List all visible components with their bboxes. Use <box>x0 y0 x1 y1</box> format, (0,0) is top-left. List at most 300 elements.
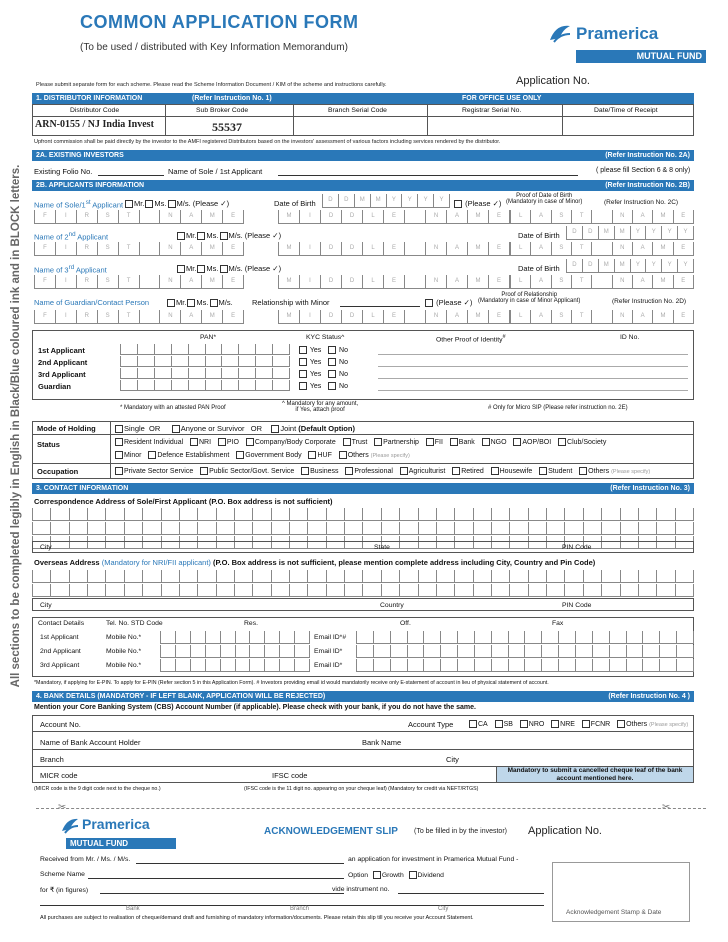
char-cell[interactable] <box>307 570 325 583</box>
mobile-cell[interactable] <box>294 645 310 658</box>
mr-checkbox-2[interactable] <box>177 232 185 240</box>
pan-cell[interactable] <box>154 356 171 367</box>
pan-cell[interactable] <box>272 344 290 355</box>
char-cell[interactable] <box>473 570 491 583</box>
char-cell[interactable] <box>454 522 472 535</box>
char-cell[interactable] <box>583 508 601 521</box>
email-cell[interactable] <box>457 631 474 644</box>
char-cell[interactable] <box>564 508 582 521</box>
char-cell[interactable] <box>326 522 344 535</box>
option-checkbox[interactable] <box>301 467 309 475</box>
char-cell[interactable] <box>399 522 417 535</box>
mobile-cell[interactable] <box>294 631 310 644</box>
name-middle-2[interactable] <box>278 242 510 256</box>
mobile-cell[interactable] <box>175 659 190 672</box>
mss-checkbox-g[interactable] <box>210 299 218 307</box>
letter-cell[interactable]: S <box>97 210 118 224</box>
letter-cell[interactable]: E <box>488 275 510 289</box>
option-checkbox[interactable] <box>236 451 244 459</box>
letter-cell[interactable]: E <box>488 310 510 324</box>
option-checkbox[interactable] <box>491 467 499 475</box>
char-cell[interactable] <box>638 522 656 535</box>
email-cell[interactable] <box>541 659 558 672</box>
letter-cell[interactable]: Y <box>661 259 677 273</box>
pan-cell[interactable] <box>188 344 205 355</box>
char-cell[interactable] <box>234 584 252 597</box>
letter-cell[interactable] <box>139 310 160 324</box>
letter-cell[interactable]: Y <box>630 226 646 240</box>
letter-cell[interactable]: D <box>566 259 582 273</box>
char-cell[interactable] <box>399 570 417 583</box>
email-cell[interactable] <box>407 645 424 658</box>
letter-cell[interactable]: S <box>97 242 118 256</box>
letter-cell[interactable]: F <box>34 275 55 289</box>
mobile-cell[interactable] <box>235 631 250 644</box>
letter-cell[interactable]: T <box>571 242 591 256</box>
mobile-cell[interactable] <box>190 659 205 672</box>
kyc-yes-checkbox[interactable] <box>299 346 307 354</box>
pan-cell[interactable] <box>272 356 290 367</box>
letter-cell[interactable]: M <box>278 210 299 224</box>
letter-cell[interactable]: M <box>278 242 299 256</box>
char-cell[interactable] <box>179 584 197 597</box>
char-cell[interactable] <box>473 584 491 597</box>
letter-cell[interactable]: Y <box>645 226 661 240</box>
email-cell[interactable] <box>407 631 424 644</box>
char-cell[interactable] <box>418 570 436 583</box>
pan-cell[interactable] <box>205 344 222 355</box>
letter-cell[interactable]: D <box>582 259 598 273</box>
letter-cell[interactable]: N <box>612 242 632 256</box>
mobile-cell[interactable] <box>160 659 175 672</box>
letter-cell[interactable]: N <box>159 210 180 224</box>
email-cell[interactable] <box>609 631 626 644</box>
mobile-cell[interactable] <box>279 659 294 672</box>
pan-cell[interactable] <box>221 356 238 367</box>
pan-cell[interactable] <box>188 368 205 379</box>
email-cell[interactable] <box>642 631 659 644</box>
letter-cell[interactable]: T <box>571 275 591 289</box>
char-cell[interactable] <box>197 570 215 583</box>
email-cell[interactable] <box>491 645 508 658</box>
letter-cell[interactable]: N <box>159 310 180 324</box>
char-cell[interactable] <box>50 570 68 583</box>
option-checkbox[interactable] <box>218 438 226 446</box>
letter-cell[interactable]: D <box>338 194 354 208</box>
char-cell[interactable] <box>289 522 307 535</box>
single-checkbox[interactable] <box>115 425 123 433</box>
letter-cell[interactable] <box>139 210 160 224</box>
name-last-g[interactable] <box>510 310 694 324</box>
char-cell[interactable] <box>234 522 252 535</box>
proof-dob-checkbox[interactable] <box>454 200 462 208</box>
name-first-3[interactable] <box>34 275 244 289</box>
email-cell[interactable] <box>457 659 474 672</box>
char-cell[interactable] <box>326 508 344 521</box>
pan-cell[interactable] <box>171 344 188 355</box>
char-cell[interactable] <box>362 508 380 521</box>
email-cell[interactable] <box>491 659 508 672</box>
dob-grid-2[interactable] <box>566 226 694 240</box>
letter-cell[interactable]: A <box>632 242 652 256</box>
option-checkbox[interactable] <box>200 467 208 475</box>
char-cell[interactable] <box>436 584 454 597</box>
char-cell[interactable] <box>289 584 307 597</box>
char-cell[interactable] <box>326 584 344 597</box>
pan-cell[interactable] <box>120 368 137 379</box>
char-cell[interactable] <box>142 570 160 583</box>
char-cell[interactable] <box>197 584 215 597</box>
option-checkbox[interactable] <box>115 467 123 475</box>
email-cell[interactable] <box>642 645 659 658</box>
email-cell[interactable] <box>390 659 407 672</box>
letter-cell[interactable]: S <box>551 242 571 256</box>
letter-cell[interactable]: A <box>446 242 467 256</box>
char-cell[interactable] <box>344 508 362 521</box>
char-cell[interactable] <box>87 570 105 583</box>
option-checkbox[interactable] <box>482 438 490 446</box>
pan-cell[interactable] <box>137 380 154 391</box>
char-cell[interactable] <box>656 570 674 583</box>
letter-cell[interactable] <box>139 275 160 289</box>
letter-cell[interactable]: D <box>322 194 338 208</box>
letter-cell[interactable]: T <box>118 242 139 256</box>
char-cell[interactable] <box>418 522 436 535</box>
letter-cell[interactable]: Y <box>645 259 661 273</box>
pan-cell[interactable] <box>221 344 238 355</box>
letter-cell[interactable]: D <box>320 275 341 289</box>
letter-cell[interactable]: M <box>652 210 672 224</box>
char-cell[interactable] <box>381 570 399 583</box>
option-checkbox[interactable] <box>343 438 351 446</box>
char-cell[interactable] <box>216 522 234 535</box>
email-input[interactable] <box>356 631 694 644</box>
letter-cell[interactable] <box>404 275 425 289</box>
name-middle-g[interactable] <box>278 310 510 324</box>
pan-cell[interactable] <box>272 368 290 379</box>
kyc-no-checkbox[interactable] <box>328 358 336 366</box>
pan-cell[interactable] <box>205 368 222 379</box>
letter-cell[interactable] <box>404 242 425 256</box>
letter-cell[interactable]: L <box>510 275 530 289</box>
email-cell[interactable] <box>659 631 676 644</box>
email-cell[interactable] <box>558 659 575 672</box>
letter-cell[interactable]: A <box>530 210 550 224</box>
pan-cell[interactable] <box>255 344 272 355</box>
pan-cell[interactable] <box>120 344 137 355</box>
letter-cell[interactable]: T <box>118 310 139 324</box>
email-cell[interactable] <box>524 659 541 672</box>
option-checkbox[interactable] <box>148 451 156 459</box>
email-cell[interactable] <box>592 645 609 658</box>
pan-cell[interactable] <box>137 356 154 367</box>
option-checkbox[interactable] <box>617 720 625 728</box>
mobile-cell[interactable] <box>205 645 220 658</box>
char-cell[interactable] <box>271 570 289 583</box>
char-cell[interactable] <box>509 570 527 583</box>
option-checkbox[interactable] <box>190 438 198 446</box>
letter-cell[interactable] <box>591 210 611 224</box>
char-cell[interactable] <box>583 584 601 597</box>
option-checkbox[interactable] <box>246 438 254 446</box>
pan-cell[interactable] <box>238 344 255 355</box>
char-cell[interactable] <box>675 570 694 583</box>
letter-cell[interactable]: D <box>341 242 362 256</box>
letter-cell[interactable]: A <box>180 242 201 256</box>
mobile-input[interactable] <box>160 659 310 672</box>
char-cell[interactable] <box>344 522 362 535</box>
pan-input[interactable] <box>120 344 290 355</box>
email-cell[interactable] <box>558 631 575 644</box>
char-cell[interactable] <box>620 570 638 583</box>
letter-cell[interactable]: F <box>34 310 55 324</box>
mobile-cell[interactable] <box>175 631 190 644</box>
letter-cell[interactable]: L <box>362 210 383 224</box>
char-cell[interactable] <box>307 508 325 521</box>
char-cell[interactable] <box>142 508 160 521</box>
corr-address-line2[interactable] <box>32 522 694 535</box>
email-cell[interactable] <box>356 645 373 658</box>
char-cell[interactable] <box>124 522 142 535</box>
char-cell[interactable] <box>601 570 619 583</box>
letter-cell[interactable]: D <box>320 310 341 324</box>
letter-cell[interactable]: N <box>425 310 446 324</box>
letter-cell[interactable]: F <box>34 210 55 224</box>
letter-cell[interactable]: Y <box>677 259 694 273</box>
letter-cell[interactable]: M <box>467 275 488 289</box>
letter-cell[interactable]: A <box>180 210 201 224</box>
char-cell[interactable] <box>161 522 179 535</box>
kyc-no-checkbox[interactable] <box>328 346 336 354</box>
name-last-2[interactable] <box>510 242 694 256</box>
letter-cell[interactable]: M <box>201 310 222 324</box>
email-cell[interactable] <box>474 631 491 644</box>
pan-cell[interactable] <box>205 356 222 367</box>
ms-checkbox-2[interactable] <box>197 232 205 240</box>
char-cell[interactable] <box>32 584 50 597</box>
letter-cell[interactable]: E <box>383 210 404 224</box>
letter-cell[interactable] <box>591 310 611 324</box>
email-cell[interactable] <box>356 659 373 672</box>
letter-cell[interactable]: T <box>571 210 591 224</box>
letter-cell[interactable]: M <box>278 310 299 324</box>
option-checkbox[interactable] <box>579 467 587 475</box>
letter-cell[interactable] <box>139 242 160 256</box>
option-checkbox[interactable] <box>582 720 590 728</box>
email-cell[interactable] <box>626 645 643 658</box>
option-checkbox[interactable] <box>339 451 347 459</box>
char-cell[interactable] <box>271 522 289 535</box>
letter-cell[interactable]: R <box>76 242 97 256</box>
mobile-cell[interactable] <box>294 659 310 672</box>
letter-cell[interactable]: E <box>673 310 694 324</box>
char-cell[interactable] <box>473 508 491 521</box>
email-cell[interactable] <box>592 659 609 672</box>
char-cell[interactable] <box>124 570 142 583</box>
pan-cell[interactable] <box>137 344 154 355</box>
letter-cell[interactable]: I <box>299 275 320 289</box>
char-cell[interactable] <box>124 584 142 597</box>
pan-cell[interactable] <box>238 368 255 379</box>
email-cell[interactable] <box>440 631 457 644</box>
email-cell[interactable] <box>659 659 676 672</box>
char-cell[interactable] <box>252 570 270 583</box>
mobile-cell[interactable] <box>264 659 279 672</box>
char-cell[interactable] <box>583 522 601 535</box>
char-cell[interactable] <box>546 584 564 597</box>
option-checkbox[interactable] <box>452 467 460 475</box>
pan-cell[interactable] <box>238 380 255 391</box>
anyone-checkbox[interactable] <box>172 425 180 433</box>
char-cell[interactable] <box>252 522 270 535</box>
letter-cell[interactable]: S <box>97 310 118 324</box>
letter-cell[interactable]: D <box>320 242 341 256</box>
mobile-cell[interactable] <box>205 659 220 672</box>
char-cell[interactable] <box>216 508 234 521</box>
mobile-cell[interactable] <box>279 645 294 658</box>
char-cell[interactable] <box>344 584 362 597</box>
letter-cell[interactable]: E <box>383 275 404 289</box>
email-cell[interactable] <box>390 631 407 644</box>
pan-cell[interactable] <box>205 380 222 391</box>
char-cell[interactable] <box>87 584 105 597</box>
option-checkbox[interactable] <box>115 451 123 459</box>
letter-cell[interactable]: E <box>673 275 694 289</box>
pan-cell[interactable] <box>238 356 255 367</box>
letter-cell[interactable]: M <box>467 242 488 256</box>
mobile-cell[interactable] <box>264 631 279 644</box>
email-cell[interactable] <box>440 659 457 672</box>
char-cell[interactable] <box>307 584 325 597</box>
char-cell[interactable] <box>675 522 694 535</box>
mobile-cell[interactable] <box>264 645 279 658</box>
email-cell[interactable] <box>508 631 525 644</box>
letter-cell[interactable]: A <box>446 310 467 324</box>
char-cell[interactable] <box>105 584 123 597</box>
letter-cell[interactable]: I <box>55 242 76 256</box>
email-input[interactable] <box>356 659 694 672</box>
char-cell[interactable] <box>105 522 123 535</box>
letter-cell[interactable]: Y <box>661 226 677 240</box>
letter-cell[interactable]: L <box>362 310 383 324</box>
email-cell[interactable] <box>676 631 694 644</box>
letter-cell[interactable]: S <box>551 310 571 324</box>
char-cell[interactable] <box>601 508 619 521</box>
corr-address-line1[interactable] <box>32 508 694 521</box>
char-cell[interactable] <box>216 584 234 597</box>
email-cell[interactable] <box>423 645 440 658</box>
kyc-no-checkbox[interactable] <box>328 370 336 378</box>
char-cell[interactable] <box>234 570 252 583</box>
dividend-checkbox[interactable] <box>409 871 417 879</box>
letter-cell[interactable]: I <box>299 242 320 256</box>
char-cell[interactable] <box>271 584 289 597</box>
letter-cell[interactable]: I <box>299 210 320 224</box>
letter-cell[interactable]: N <box>159 242 180 256</box>
pan-cell[interactable] <box>154 368 171 379</box>
email-cell[interactable] <box>508 645 525 658</box>
email-cell[interactable] <box>474 659 491 672</box>
letter-cell[interactable]: A <box>180 275 201 289</box>
char-cell[interactable] <box>473 522 491 535</box>
pan-cell[interactable] <box>154 380 171 391</box>
mr-checkbox-g[interactable] <box>167 299 175 307</box>
letter-cell[interactable]: M <box>467 210 488 224</box>
char-cell[interactable] <box>179 570 197 583</box>
email-cell[interactable] <box>575 631 592 644</box>
char-cell[interactable] <box>564 522 582 535</box>
kyc-yes-checkbox[interactable] <box>299 370 307 378</box>
letter-cell[interactable]: D <box>566 226 582 240</box>
letter-cell[interactable]: Y <box>630 259 646 273</box>
email-cell[interactable] <box>575 659 592 672</box>
letter-cell[interactable]: D <box>341 275 362 289</box>
letter-cell[interactable]: R <box>76 275 97 289</box>
email-cell[interactable] <box>356 631 373 644</box>
letter-cell[interactable]: M <box>614 259 630 273</box>
pan-cell[interactable] <box>272 380 290 391</box>
char-cell[interactable] <box>179 508 197 521</box>
name-middle-3[interactable] <box>278 275 510 289</box>
letter-cell[interactable] <box>591 275 611 289</box>
letter-cell[interactable]: Y <box>386 194 402 208</box>
letter-cell[interactable]: Y <box>433 194 450 208</box>
char-cell[interactable] <box>124 508 142 521</box>
letter-cell[interactable]: N <box>425 210 446 224</box>
char-cell[interactable] <box>105 508 123 521</box>
letter-cell[interactable]: A <box>180 310 201 324</box>
letter-cell[interactable]: E <box>222 210 244 224</box>
pan-cell[interactable] <box>120 356 137 367</box>
pan-cell[interactable] <box>171 380 188 391</box>
char-cell[interactable] <box>50 522 68 535</box>
dob-grid-1[interactable] <box>322 194 450 208</box>
letter-cell[interactable]: A <box>530 242 550 256</box>
mobile-cell[interactable] <box>160 645 175 658</box>
char-cell[interactable] <box>546 508 564 521</box>
email-cell[interactable] <box>524 645 541 658</box>
letter-cell[interactable]: S <box>97 275 118 289</box>
letter-cell[interactable]: A <box>446 275 467 289</box>
option-checkbox[interactable] <box>115 438 123 446</box>
mobile-cell[interactable] <box>235 645 250 658</box>
char-cell[interactable] <box>546 570 564 583</box>
mobile-cell[interactable] <box>235 659 250 672</box>
letter-cell[interactable]: D <box>320 210 341 224</box>
char-cell[interactable] <box>69 508 87 521</box>
char-cell[interactable] <box>418 508 436 521</box>
letter-cell[interactable]: L <box>362 242 383 256</box>
letter-cell[interactable]: S <box>551 210 571 224</box>
char-cell[interactable] <box>179 522 197 535</box>
distributor-code-value[interactable]: ARN-0155 / NJ India Invest <box>35 119 154 130</box>
email-cell[interactable] <box>524 631 541 644</box>
email-cell[interactable] <box>373 659 390 672</box>
option-checkbox[interactable] <box>469 720 477 728</box>
mobile-cell[interactable] <box>190 631 205 644</box>
email-cell[interactable] <box>676 659 694 672</box>
letter-cell[interactable]: A <box>530 310 550 324</box>
mobile-cell[interactable] <box>220 645 235 658</box>
pan-cell[interactable] <box>188 356 205 367</box>
mobile-cell[interactable] <box>249 645 264 658</box>
option-checkbox[interactable] <box>551 720 559 728</box>
pan-cell[interactable] <box>171 368 188 379</box>
name-last-1[interactable] <box>510 210 694 224</box>
letter-cell[interactable]: T <box>571 310 591 324</box>
letter-cell[interactable]: M <box>201 210 222 224</box>
char-cell[interactable] <box>142 584 160 597</box>
